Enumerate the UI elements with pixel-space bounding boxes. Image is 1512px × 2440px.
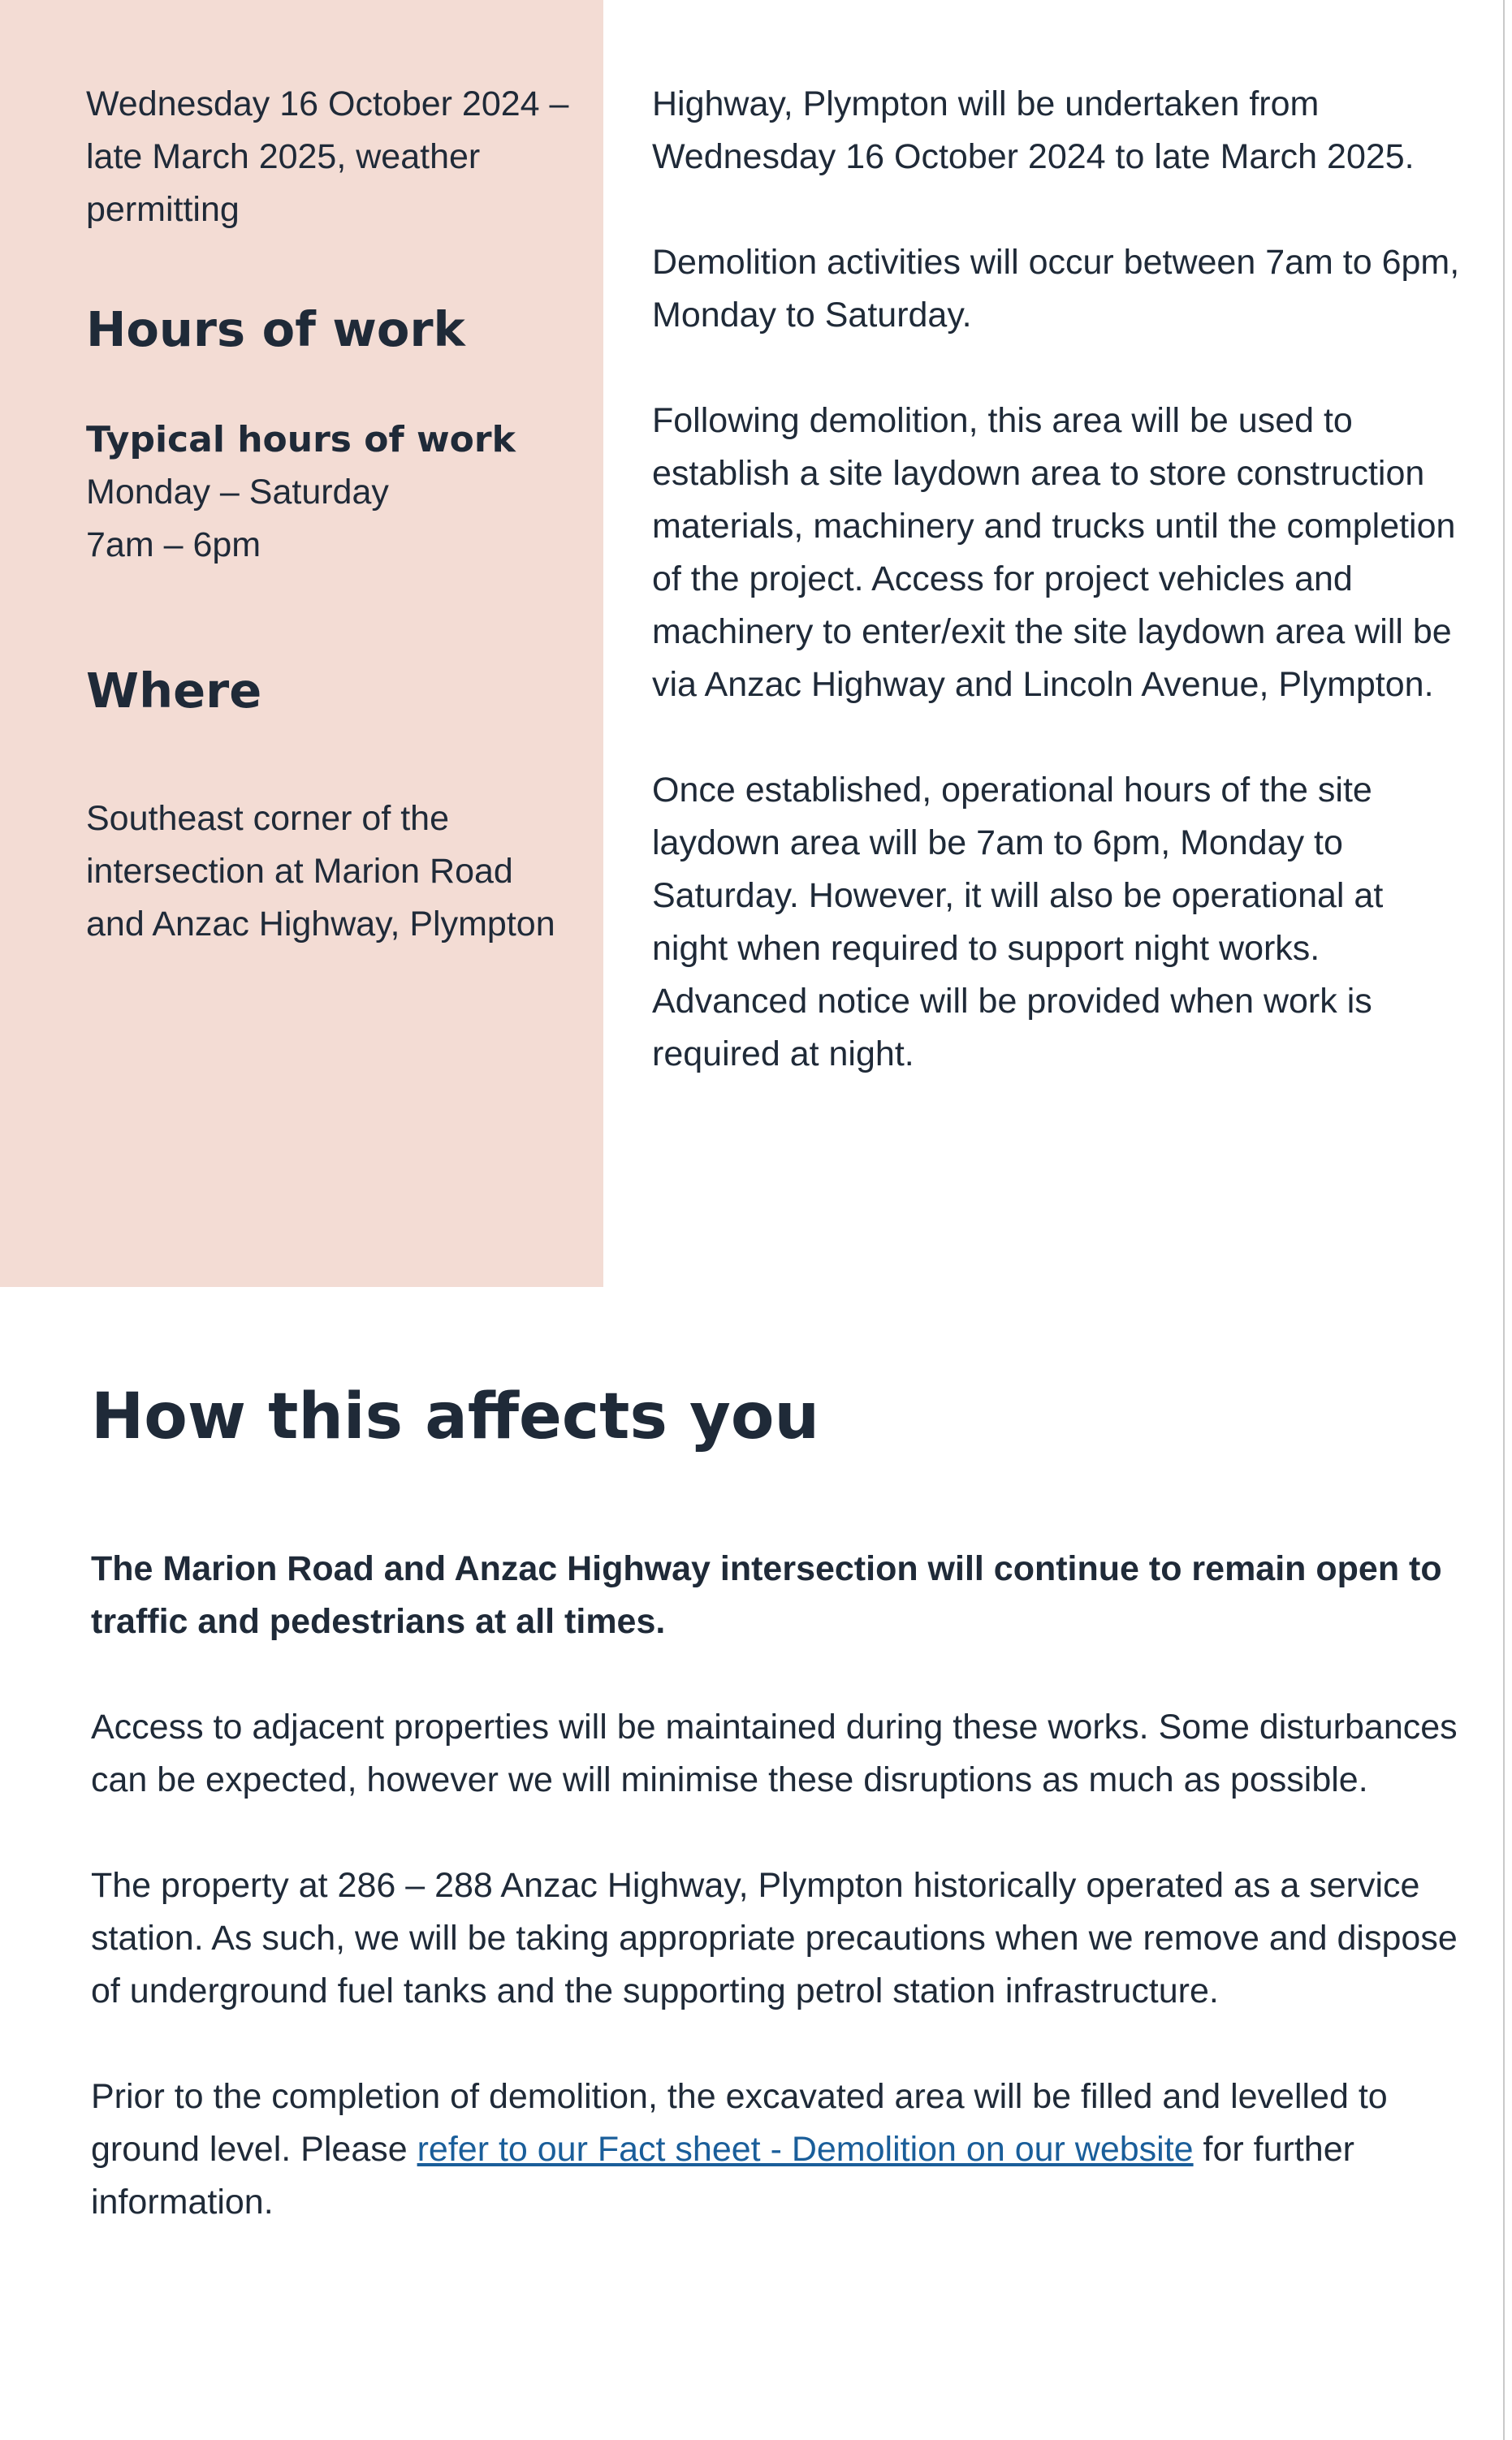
excavation-paragraph [91,2071,1471,2229]
where-heading: Where [86,663,262,719]
page-edge-line [1503,0,1505,2440]
typical-hours-heading: Typical hours of work [86,419,516,460]
sidebar-content [86,78,573,951]
hours-heading: Hours of work [86,301,465,357]
typical-days-text: Monday – Saturday [86,473,389,512]
laydown-area-paragraph: Following demolition, this area will be used to establish a site laydown area to store construction materials, machinery and trucks until the completion of the project. Access for project vehicles and machinery to enter/exit the site laydown area will be via Anzac Highway and Lincoln Avenue, Plympton. [652,401,1456,704]
date-range-text: Wednesday 16 October 2024 – late March 2025, weather permitting [86,84,569,229]
affects-heading: How this affects you [91,1380,819,1453]
fact-sheet-link[interactable]: refer to our Fact sheet - Demolition on our website [417,2130,1194,2169]
property-access-paragraph: Access to adjacent properties will be maintained during these works. Some disturbances can be expected, however we will minimise these disruptions as much as possible. [91,1708,1458,1799]
excavation-text-before: Prior to the completion of demolition, the excavated area will be filled and levelled to ground level. Please [91,2077,1388,2169]
operational-hours-paragraph: Once established, operational hours of the site laydown area will be 7am to 6pm, Monday to Saturday. However, it will also be operational at night when required to support night works. Advanced notice will be provided when work is required at night. [652,771,1384,1073]
affects-section [91,1380,1471,2282]
excavation-text-after: for further information. [91,2130,1354,2222]
where-text: Southeast corner of the intersection at Marion Road and Anzac Highway, Plympton [86,799,555,944]
details-sidebar [0,0,603,1287]
intersection-open-notice: The Marion Road and Anzac Highway intersection will continue to remain open to traffic and pedestrians at all times. [91,1549,1442,1641]
schedule-paragraph: Highway, Plympton will be undertaken from Wednesday 16 October 2024 to late March 2025. [652,84,1415,176]
service-station-paragraph: The property at 286 – 288 Anzac Highway, Plympton historically operated as a service station. As such, we will be taking appropriate precautions when we remove and dispose of underground fuel tanks and the supporting petrol station infrastructure. [91,1866,1458,2010]
typical-times-text: 7am – 6pm [86,525,261,564]
demolition-hours-paragraph: Demolition activities will occur between 7am to 6pm, Monday to Saturday. [652,243,1460,335]
main-column [652,78,1464,1134]
